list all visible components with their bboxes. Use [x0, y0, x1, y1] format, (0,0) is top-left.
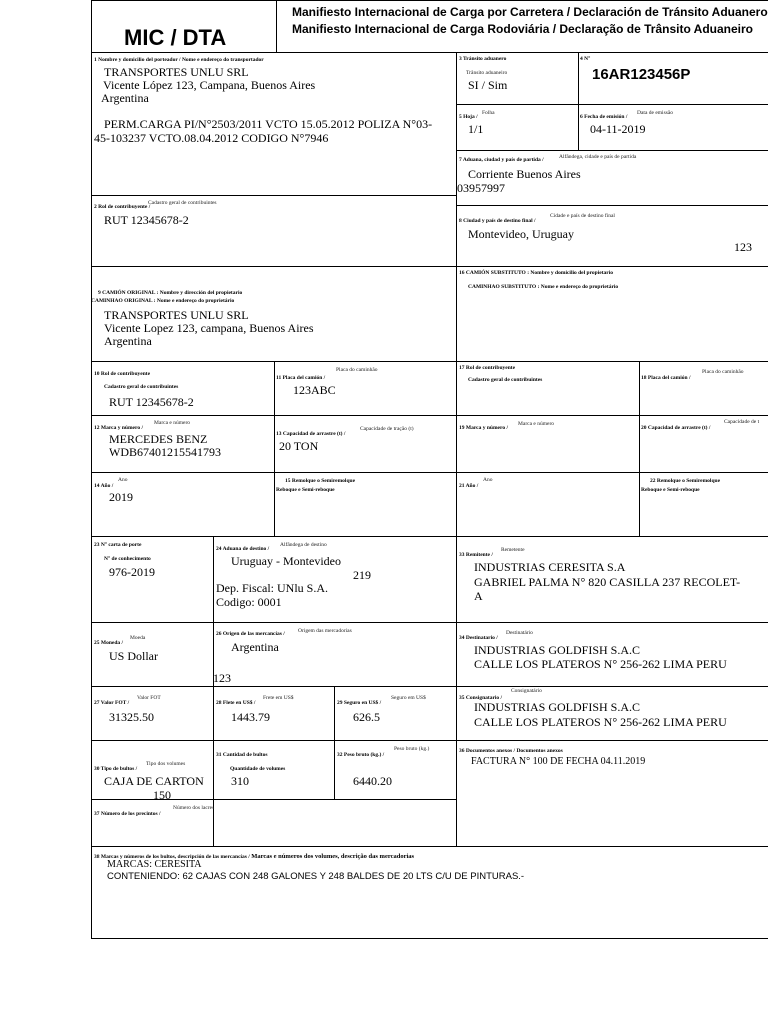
- field-5-label: [459, 115, 478, 121]
- field-24-label: 24 Aduana de destino /: [216, 546, 270, 552]
- deposit-code: Codigo: 0001: [216, 595, 282, 609]
- field-23-label-pt: N° de conhecimento: [104, 556, 151, 562]
- truck-vin: WDB67401215541793: [109, 445, 221, 459]
- field-38-label-es: 38 Marcas y números de los bultos, descripción de las mercancías /: [94, 854, 250, 860]
- field-1-label-pt: Nome e endereço do transportador: [181, 57, 264, 63]
- hline: [91, 799, 456, 800]
- package-count: 310: [231, 774, 249, 788]
- goods-marks: MARCAS: CERESITA: [107, 859, 202, 870]
- hline: [456, 104, 768, 105]
- departure-code: 03957997: [457, 181, 505, 195]
- field-35-label: 35 Consignatario /: [459, 695, 503, 701]
- field-23-label: 23 N° carta de porte: [94, 542, 142, 548]
- field-7-label-pt: Alfândega, cidade e país de partida: [559, 154, 637, 160]
- sender-address-cont: A: [474, 589, 483, 603]
- destination-customs: Uruguay - Montevideo: [231, 554, 341, 568]
- field-25-label-pt: Moeda: [130, 635, 146, 641]
- center-divider: [456, 52, 457, 846]
- sender-name: INDUSTRIAS CERESITA S.A: [474, 560, 626, 574]
- truck-plate: 123ABC: [293, 383, 336, 397]
- field-1-label-es: 1 Nombre y domicilio del porteador /: [94, 57, 181, 63]
- field-30-label: 30 Tipo de bultos /: [94, 766, 138, 772]
- field-6-label-pt: Data de emissão: [637, 110, 674, 116]
- field-3-label: 3 Tránsito aduanero: [459, 56, 507, 62]
- hline: [91, 622, 768, 623]
- field-31-label-pt: Quantidade de volumes: [230, 766, 286, 772]
- owner-country: Argentina: [104, 334, 152, 348]
- form-title: MIC / DTA: [124, 25, 227, 50]
- field-8-label: 8 Ciudad y país de destino final /: [459, 218, 536, 224]
- hline: [91, 686, 768, 687]
- vline: [274, 361, 275, 536]
- document-number: 16AR123456P: [592, 66, 691, 83]
- carrier-country: Argentina: [101, 91, 149, 105]
- consignee-address: CALLE LOS PLATEROS N° 256-262 LIMA PERU: [474, 715, 727, 729]
- recipient-address: CALLE LOS PLATEROS N° 256-262 LIMA PERU: [474, 657, 727, 671]
- final-destination: Montevideo, Uruguay: [468, 227, 574, 241]
- goods-description: CONTENIENDO: 62 CAJAS CON 248 GALONES Y 248 BALDES DE 20 LTS C/U DE PINTURAS.-: [107, 871, 525, 882]
- field-24-label-pt: Alfândega de destino: [280, 542, 327, 548]
- hline: [91, 415, 768, 416]
- field-22-label-pt: Reboque e Semi-reboque: [641, 487, 700, 493]
- truck-year: 2019: [109, 490, 133, 504]
- owner-name: TRANSPORTES UNLU SRL: [104, 308, 249, 322]
- hline: [91, 740, 768, 741]
- field-6-label: 6 Fecha de emisión /: [580, 114, 628, 120]
- field-7-label: 7 Aduana, ciudad y país de partida /: [459, 157, 544, 163]
- customs-transit-value: SI / Sim: [468, 78, 508, 92]
- consignee-name: INDUSTRIAS GOLDFISH S.A.C: [474, 700, 641, 714]
- towing-capacity: 20 TON: [279, 439, 319, 453]
- owner-address: Vicente Lopez 123, campana, Buenos Aires: [104, 321, 314, 335]
- field-38-label-pt: Marcas e números dos volumes, descrição das mercadorias: [251, 853, 415, 860]
- field-2-label: 2 Rol de contribuyente /: [94, 204, 151, 210]
- field-12-label: 12 Marca y número /: [94, 425, 143, 431]
- field-18-label-pt: Placa do caminhão: [702, 369, 744, 375]
- issue-date: 04-11-2019: [590, 122, 646, 136]
- field-9-label: 9 CAMIÓN ORIGINAL : Nombre y dirección del propietario: [98, 290, 243, 296]
- field-16-label: 16 CAMIÓN SUBSTITUTO : Nombre y domicilio del propietario: [459, 270, 614, 276]
- field-5-label-es: 5 Hoja /: [459, 114, 478, 120]
- field-21-label: 21 Año /: [459, 483, 479, 489]
- freight-usd: 1443.79: [231, 710, 270, 724]
- field-12-label-pt: Marca e número: [154, 420, 191, 426]
- field-19-label: 19 Marca y número /: [459, 425, 508, 431]
- field-20-label: 20 Capacidad de arrastre (t) /: [641, 425, 711, 431]
- field-1-label: [94, 58, 264, 64]
- field-26-label-pt: Origem das mercadorias: [298, 628, 352, 634]
- sender-address: GABRIEL PALMA N° 820 CASILLA 237 RECOLET-: [474, 575, 741, 589]
- field-28-label-pt: Frete em US$: [263, 695, 294, 701]
- currency: US Dollar: [109, 649, 158, 663]
- hline: [91, 361, 768, 362]
- header-line-1: Manifiesto Internacional de Carga por Carretera / Declaración de Tránsito Aduanero: [292, 5, 768, 19]
- bottom-border: [91, 938, 768, 939]
- field-19-label-pt: Marca e número: [518, 421, 555, 427]
- field-17-label: 17 Rol de contribuyente: [459, 365, 516, 371]
- hline: [91, 536, 768, 537]
- departure-customs: Corriente Buenos Aires: [468, 167, 581, 181]
- field-20-label-pt: Capacidade de t: [724, 419, 760, 425]
- carrier-address: Vicente López 123, Campana, Buenos Aires: [103, 78, 316, 92]
- field-32-label-pt: Peso bruto (kg.): [394, 746, 430, 752]
- goods-origin-code: 123: [213, 671, 231, 685]
- field-9-label-pt: CAMINHAO ORIGINAL : Nome e endereço do proprietário: [91, 298, 235, 304]
- field-21-label-pt: Ano: [483, 477, 493, 483]
- field-34-label: 34 Destinatario /: [459, 635, 498, 641]
- field-33-label-pt: Remetente: [501, 547, 525, 553]
- field-13-label: 13 Capacidad de arrastre (t) /: [276, 431, 346, 437]
- hline: [456, 205, 768, 206]
- recipient-name: INDUSTRIAS GOLDFISH S.A.C: [474, 643, 641, 657]
- field-30-label-pt: Tipo dos volumes: [146, 761, 186, 767]
- field-28-label: 28 Flete en US$ /: [216, 700, 256, 706]
- taxpayer-id: RUT 12345678-2: [104, 213, 189, 227]
- fot-value: 31325.50: [109, 710, 154, 724]
- field-36-label-pt: Documentos anexos: [516, 748, 563, 754]
- field-2-label-pt: Cadastro geral de contribuintes: [148, 200, 217, 206]
- vline: [639, 361, 640, 536]
- field-18-label: 18 Placa del camión /: [641, 375, 691, 381]
- hline: [91, 195, 456, 196]
- field-3-label-pt: Trânsito aduaneiro: [466, 70, 508, 76]
- hline: [91, 846, 768, 847]
- package-type: CAJA DE CARTON: [104, 774, 204, 788]
- field-10-label-pt: Cadastro geral de contribuintes: [104, 384, 179, 390]
- truck-make: MERCEDES BENZ: [109, 432, 208, 446]
- field-36-label-es: 36 Documentos anexos /: [459, 748, 516, 754]
- field-25-label: 25 Moneda /: [94, 640, 124, 646]
- title-divider: [276, 0, 277, 52]
- field-16-label-pt: CAMINHAO SUBSTITUTO : Nome e endereço do proprietário: [468, 284, 619, 290]
- package-type-qty: 150: [153, 788, 171, 802]
- destination-code: 123: [734, 240, 752, 254]
- waybill-number: 976-2019: [109, 565, 155, 579]
- sheet-value: 1/1: [468, 122, 484, 136]
- field-22-label: 22 Remolque o Semiremolque: [650, 478, 721, 484]
- field-15-label: 15 Remolque o Semiremolque: [285, 478, 356, 484]
- field-11-label: 11 Placa del camión /: [276, 375, 326, 381]
- field-37-label: 37 Número de los precintos /: [94, 811, 161, 817]
- field-17-label-pt: Cadastro geral de contribuintes: [468, 377, 543, 383]
- hline: [91, 52, 768, 53]
- field-31-label: 31 Cantidad de bultos: [216, 752, 268, 758]
- field-11-label-pt: Placa do caminhão: [336, 367, 378, 373]
- field-10-label: 10 Rol de contribuyente: [94, 371, 151, 377]
- field-33-label: 33 Remitente /: [459, 552, 493, 558]
- header-line-2: Manifiesto Internacional de Carga Rodoviária / Declaração de Trânsito Aduaneiro: [292, 22, 754, 36]
- field-29-label: 29 Seguro en US$ /: [337, 700, 382, 706]
- field-4-label: 4 N°: [580, 56, 591, 62]
- field-27-label: 27 Valor FOT /: [94, 700, 130, 706]
- field-26-label: 26 Origen de las mercancías /: [216, 631, 285, 637]
- carrier-permit: PERM.CARGA PI/N°2503/2011 VCTO 15.05.2012 POLIZA N°03-45-103237 VCTO.08.04.2012 CODIGO N°7946: [94, 117, 433, 145]
- top-border: [91, 0, 768, 1]
- attached-documents: FACTURA N° 100 DE FECHA 04.11.2019: [471, 756, 646, 767]
- vline: [578, 52, 579, 150]
- vline: [334, 686, 335, 800]
- field-27-label-pt: Valor FOT: [137, 695, 161, 701]
- fiscal-deposit: Dep. Fiscal: UNlu S.A.: [216, 581, 328, 595]
- hline: [91, 266, 768, 267]
- field-14-label: 14 Año /: [94, 483, 114, 489]
- gross-weight: 6440.20: [353, 774, 392, 788]
- field-13-label-pt: Capacidade de tração (t): [360, 426, 414, 432]
- field-32-label: 32 Peso bruto (kg.) /: [337, 752, 385, 758]
- hline: [91, 472, 768, 473]
- field-14-label-pt: Ano: [118, 477, 128, 483]
- field-8-label-pt: Cidade e país de destino final: [550, 213, 615, 219]
- goods-origin: Argentina: [231, 640, 279, 654]
- field-37-label-pt: Número dos lacres: [173, 805, 215, 811]
- field-15-label-pt: Reboque e Semi-reboque: [276, 487, 335, 493]
- field-5-label-pt: Folha: [482, 110, 495, 116]
- hline: [456, 150, 768, 151]
- field-35-label-pt: Consignatário: [511, 688, 542, 694]
- field-36-label: [459, 749, 563, 755]
- carrier-name: TRANSPORTES UNLU SRL: [104, 65, 249, 79]
- field-34-label-pt: Destinatário: [506, 630, 533, 636]
- field-29-label-pt: Seguro em US$: [391, 695, 426, 701]
- truck-taxpayer-id: RUT 12345678-2: [109, 395, 194, 409]
- destination-customs-code: 219: [353, 568, 371, 582]
- insurance-usd: 626.5: [353, 710, 380, 724]
